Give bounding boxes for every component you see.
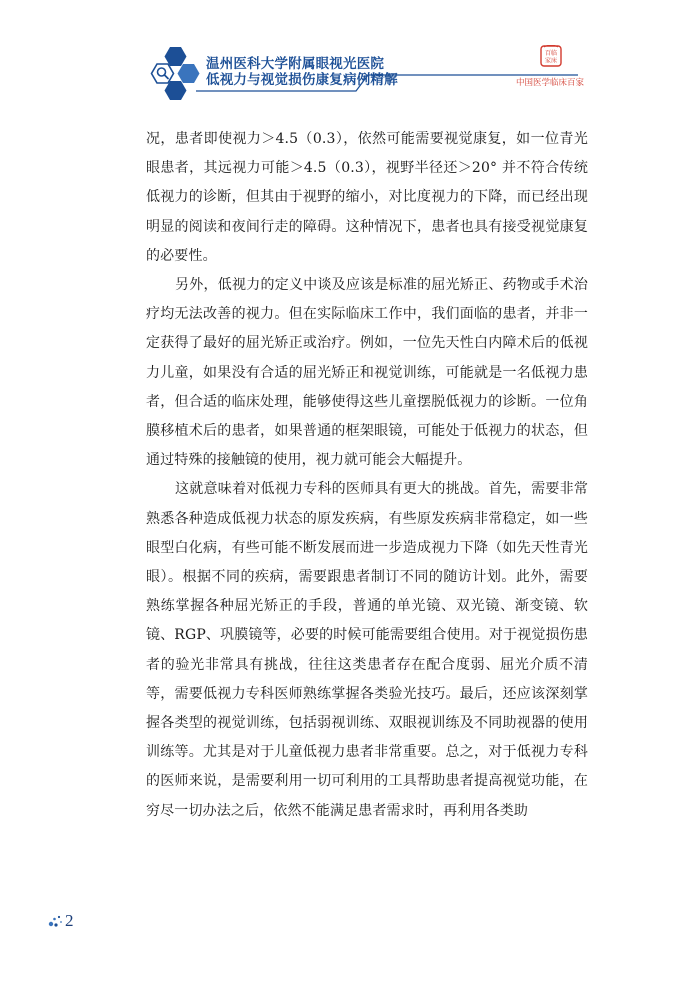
page-number-value: 2 (65, 911, 74, 930)
paragraph: 这就意味着对低视力专科的医师具有更大的挑战。首先，需要非常熟悉各种造成低视力状态的原发疾病，有些原发疾病非常稳定，如一些眼型白化病，有些可能不断发展而进一步造成视力下降（如先天性青光眼）。根据不同的疾病，需要跟患者制订不同的随访计划。此外，需要熟练掌握各种屈光矫正的手段，普通的单光镜、双光镜、渐变镜、软镜、RGP、巩膜镜等，必要的时候可能需要组合使用。对于视觉损伤患者的验光非常具有挑战，往往这类患者存在配合度弱、屈光介质不清等，需要低视力专科医师熟练掌握各类验光技巧。最后，还应该深刻掌握各类型的视觉训练，包括弱视训练、双眼视训练及不同助视器的使用训练等。尤其是对于儿童低视力患者非常重要。总之，对于低视力专科的医师来说，是需要利用一切可利用的工具帮助患者提高视觉功能，在穷尽一切办法之后，依然不能满足患者需求时，再利用各类助 (146, 481, 588, 819)
page-header (0, 0, 700, 110)
publisher-seal-icon (540, 45, 562, 67)
svg-text:家床: 家床 (544, 57, 558, 65)
book-title: 低视力与视觉损伤康复病例精解 (206, 72, 398, 88)
page-number (48, 910, 74, 932)
paragraph: 况，患者即使视力＞4.5（0.3），依然可能需要视觉康复，如一位青光眼患者，其远视力可能＞4.5（0.3），视野半径还＞20° 并不符合传统低视力的诊断，但其由于视野的缩小，对比度视力的下降，而已经出现明显的阅读和夜间行走的障碍。这种情况下，患者也具有接受视觉康复的必要性。 (146, 131, 588, 264)
dots-ornament-icon (48, 914, 64, 928)
svg-text:百临: 百临 (544, 50, 558, 57)
paragraph: 另外，低视力的定义中谈及应该是标准的屈光矫正、药物或手术治疗均无法改善的视力。但在实际临床工作中，我们面临的患者，并非一定获得了最好的屈光矫正或治疗。例如，一位先天性白内障术后的低视力儿童，如果没有合适的屈光矫正和视觉训练，可能就是一名低视力患者，但合适的临床处理，能够使得这些儿童摆脱低视力的诊断。一位角膜移植术后的患者，如果普通的框架眼镜，可能处于低视力的状态，但通过特殊的接触镜的使用，视力就可能会大幅提升。 (146, 277, 588, 469)
body-text (146, 125, 588, 826)
series-name: 中国医学临床百家 (516, 78, 585, 88)
book-series-title: 温州医科大学附属眼视光医院 (206, 56, 385, 72)
